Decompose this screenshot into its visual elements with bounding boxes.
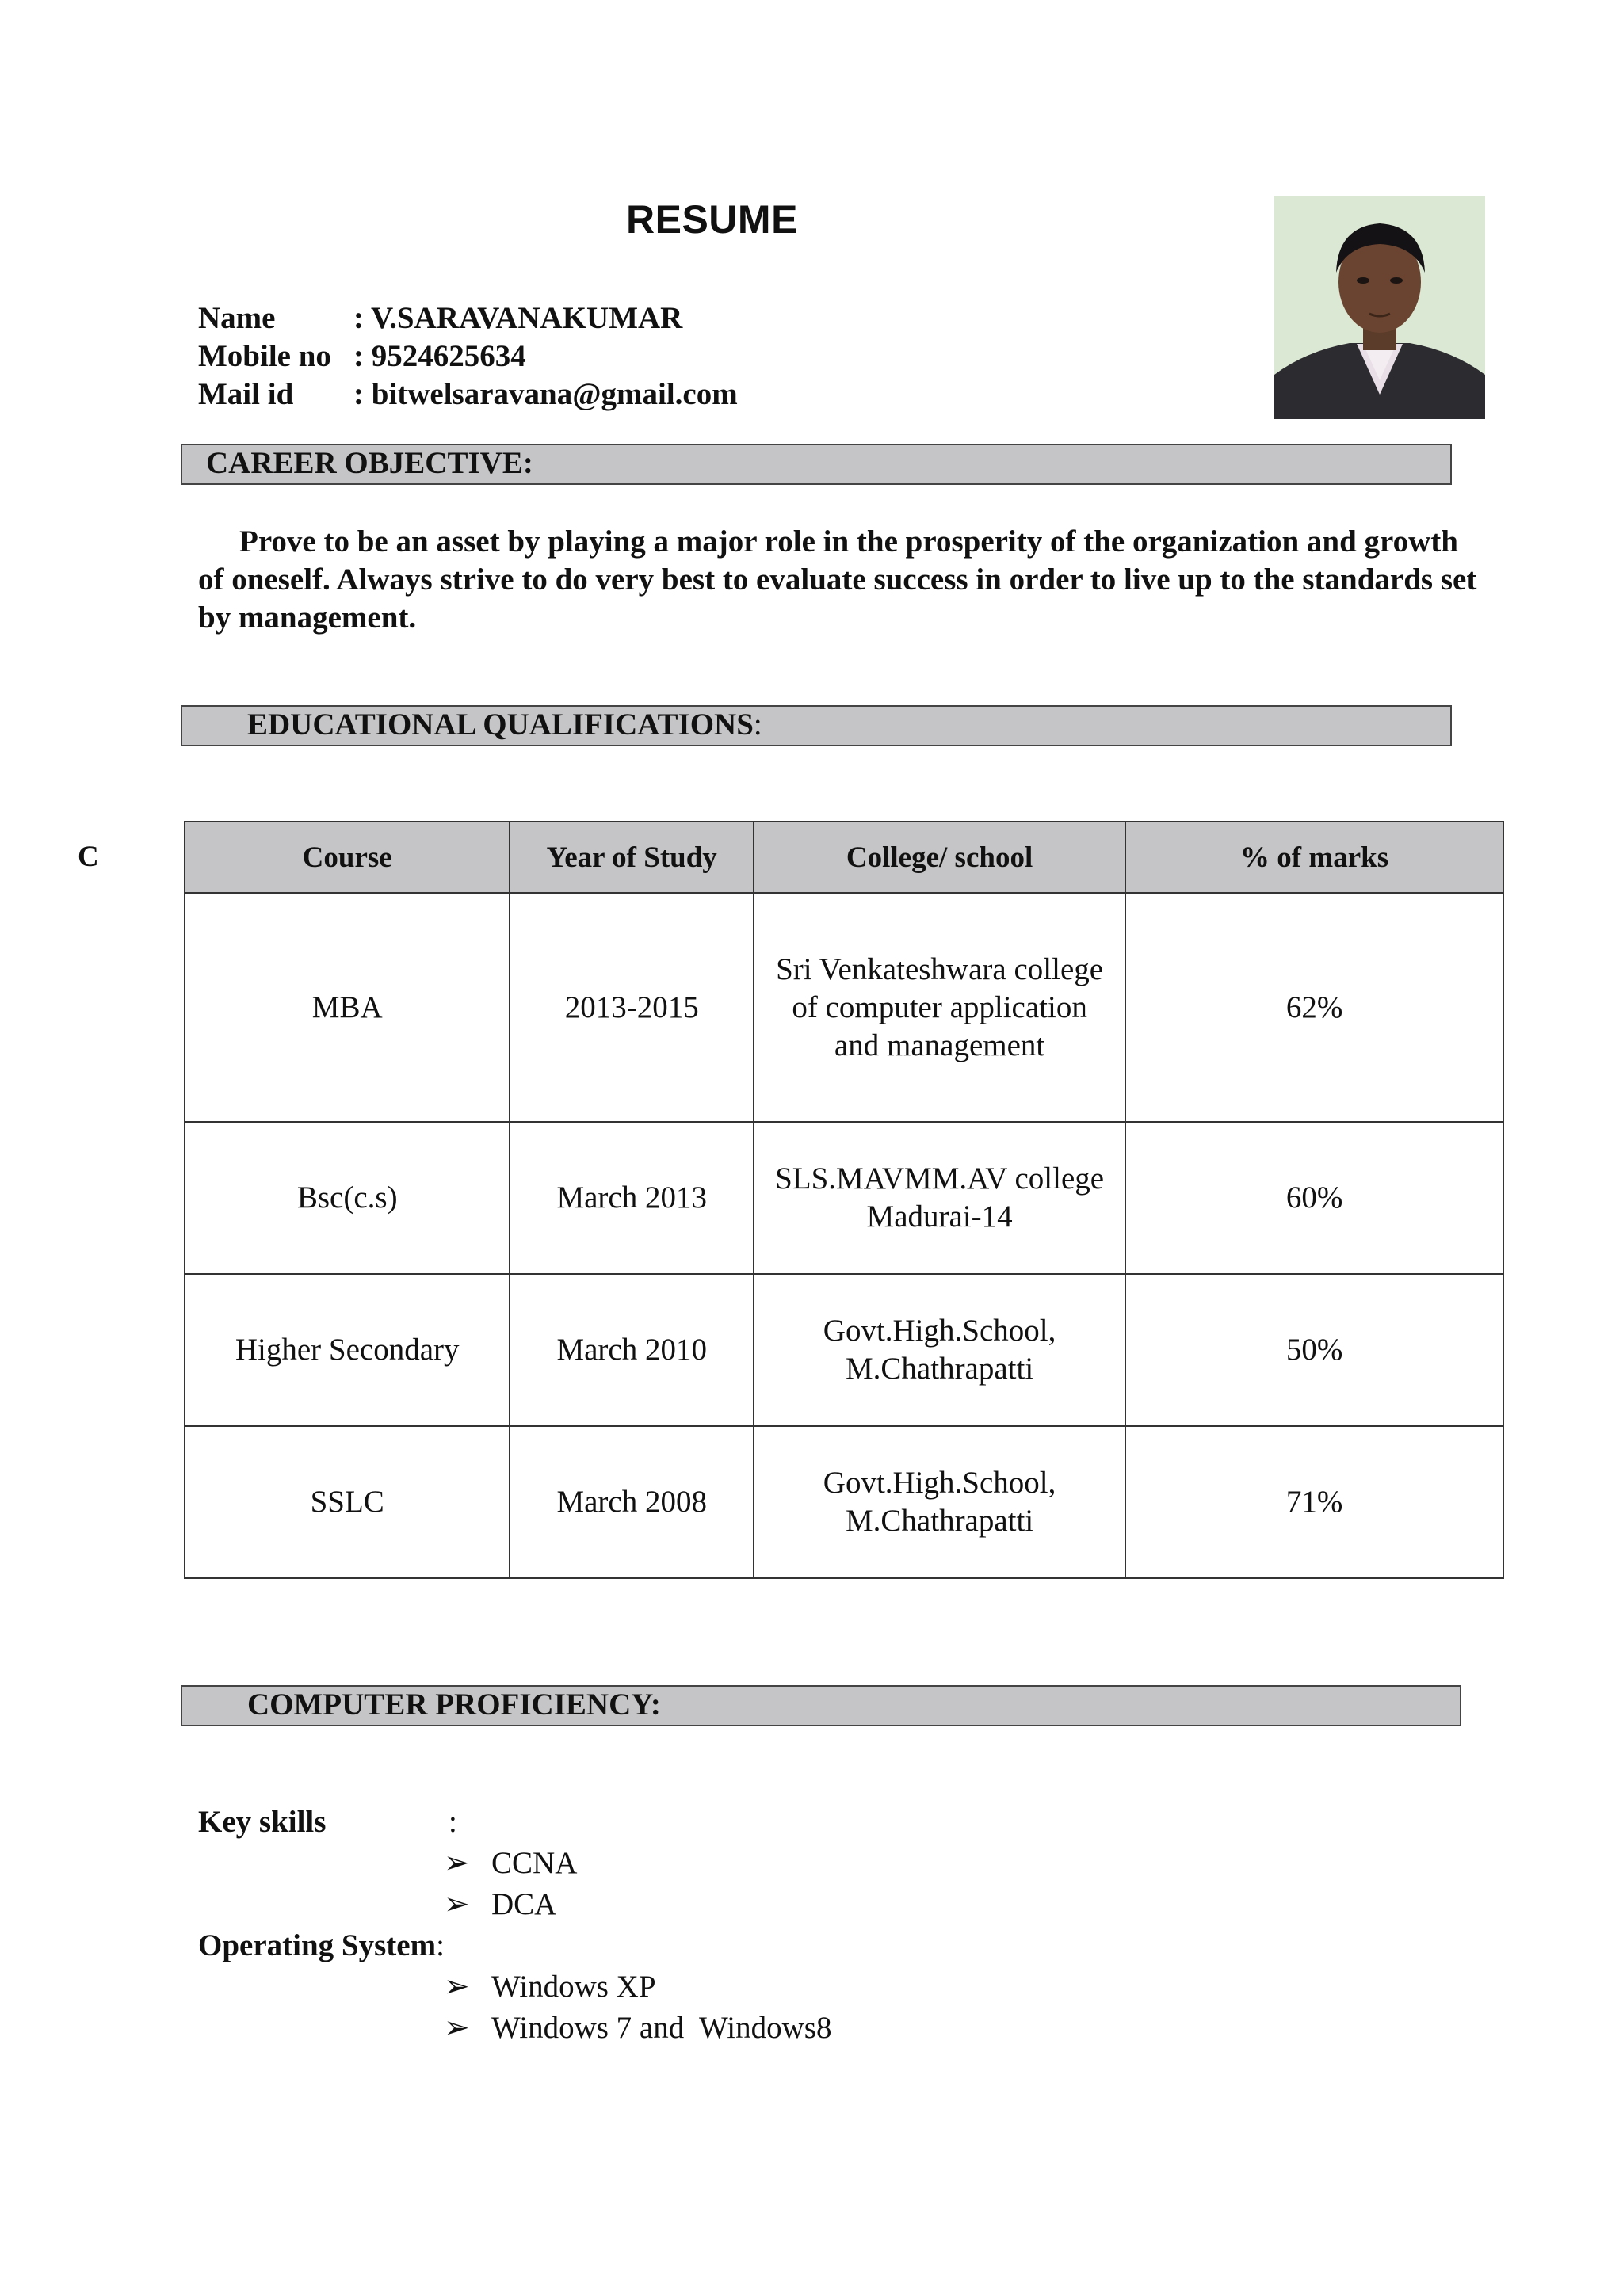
cell-year: March 2010	[510, 1274, 754, 1426]
contact-block	[198, 299, 738, 414]
profile-photo-illustration	[1274, 196, 1485, 419]
table-header-row	[185, 822, 1503, 893]
name-value: : V.SARAVANAKUMAR	[353, 301, 683, 335]
key-skills-list	[198, 1843, 831, 1925]
cell-course: MBA	[185, 893, 510, 1122]
cell-course: Higher Secondary	[185, 1274, 510, 1426]
operating-system-list	[198, 1966, 831, 2049]
operating-system-heading	[198, 1925, 831, 1966]
skills-block	[198, 1802, 831, 2049]
list-item	[444, 2008, 831, 2049]
mobile-value: : 9524625634	[353, 339, 526, 373]
table-row	[185, 1426, 1503, 1578]
mail-label: Mail id	[198, 377, 294, 411]
name-label: Name	[198, 301, 276, 335]
column-header-course: Course	[185, 822, 510, 893]
cell-college: Govt.High.School, M.Chathrapatti	[754, 1426, 1125, 1578]
column-header-marks: % of marks	[1125, 822, 1503, 893]
arrow-bullet-icon: ➢	[444, 1846, 470, 1880]
cell-college: Sri Venkateshwara college of computer application and management	[754, 893, 1125, 1122]
cell-marks: 50%	[1125, 1274, 1503, 1426]
arrow-bullet-icon: ➢	[444, 2011, 470, 2045]
column-header-college: College/ school	[754, 822, 1125, 893]
contact-mail-row	[198, 376, 738, 414]
list-item	[444, 1884, 831, 1925]
computer-proficiency-heading: COMPUTER PROFICIENCY:	[181, 1685, 1461, 1726]
key-skills-colon: :	[449, 1805, 457, 1839]
cell-college: Govt.High.School, M.Chathrapatti	[754, 1274, 1125, 1426]
operating-system-label: Operating System	[198, 1928, 437, 1962]
list-item	[444, 1843, 831, 1884]
contact-name-row	[198, 299, 738, 338]
cell-marks: 62%	[1125, 893, 1503, 1122]
education-heading-text: EDUCATIONAL QUALIFICATIONS	[247, 707, 754, 742]
career-objective-text: Prove to be an asset by playing a major role in the prosperity of the organization and growth of oneself. Always strive to do very best to evaluate success in order to live up to the standards set by management.	[198, 524, 1477, 635]
contact-mobile-row	[198, 338, 738, 376]
cell-year: 2013-2015	[510, 893, 754, 1122]
mail-value: : bitwelsaravana@gmail.com	[353, 377, 738, 411]
education-table	[184, 821, 1504, 1579]
cell-year: March 2013	[510, 1122, 754, 1274]
resume-title: RESUME	[626, 197, 798, 242]
cell-course: Bsc(c.s)	[185, 1122, 510, 1274]
key-skills-heading	[198, 1802, 831, 1843]
column-header-year: Year of Study	[510, 822, 754, 893]
stray-letter: C	[78, 841, 99, 873]
profile-photo	[1274, 196, 1485, 419]
key-skills-label: Key skills	[198, 1805, 327, 1839]
education-heading-colon: :	[753, 707, 762, 742]
table-row	[185, 1274, 1503, 1426]
education-heading	[181, 705, 1452, 746]
cell-college: SLS.MAVMM.AV college Madurai-14	[754, 1122, 1125, 1274]
os-text: Windows XP	[491, 1970, 656, 2004]
skill-text: DCA	[491, 1887, 557, 1921]
list-item	[444, 1966, 831, 2008]
mobile-label: Mobile no	[198, 339, 331, 373]
career-objective-heading: CAREER OBJECTIVE:	[181, 444, 1452, 485]
arrow-bullet-icon: ➢	[444, 1970, 470, 2004]
cell-year: March 2008	[510, 1426, 754, 1578]
table-row	[185, 1122, 1503, 1274]
table-row	[185, 893, 1503, 1122]
arrow-bullet-icon: ➢	[444, 1887, 470, 1921]
cell-course: SSLC	[185, 1426, 510, 1578]
cell-marks: 60%	[1125, 1122, 1503, 1274]
operating-system-colon: :	[436, 1928, 445, 1962]
os-text: Windows 7 and Windows8	[491, 2011, 832, 2045]
cell-marks: 71%	[1125, 1426, 1503, 1578]
skill-text: CCNA	[491, 1846, 578, 1880]
